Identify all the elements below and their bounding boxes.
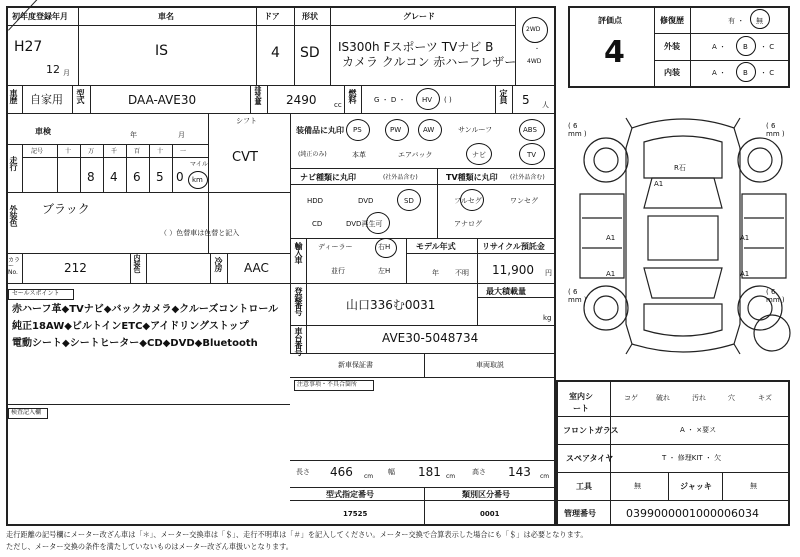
digit-header-1: 十 [65, 148, 72, 155]
damage-mark: A1 [654, 180, 664, 188]
repair-history-label: 修復歴 [660, 16, 684, 25]
damage-mark: A1 [740, 270, 750, 278]
jack-value: 無 [750, 482, 757, 490]
seat-option: 穴 [728, 394, 735, 402]
mileage-digit: 4 [110, 170, 118, 184]
spare-tire-label: スペアタイヤ [566, 454, 614, 463]
type-no-value: 17525 [343, 510, 368, 518]
max-load-kg: kg [543, 314, 552, 322]
fuel-options: G ・ D ・ [374, 96, 406, 104]
class-no-label: 類別区分番号 [462, 490, 510, 499]
length-value: 466 [330, 465, 353, 479]
tv-opt-fullseg: フルセグ [454, 197, 482, 205]
capacity-value: 5 [522, 93, 530, 107]
chassis-value: AVE30-5048734 [382, 331, 479, 345]
repair-history-options: 有 ・ [728, 17, 745, 25]
windshield-options: A ・ ×要ス [680, 426, 717, 434]
width-value: 181 [418, 465, 441, 479]
damage-mark: A1 [606, 270, 616, 278]
inspection-month-unit: 月 [178, 131, 185, 139]
digit-header-6: 一 [180, 148, 187, 155]
digit-header-2: 万 [88, 148, 95, 155]
mile-label: マイル [190, 161, 208, 168]
door-label: ドア [264, 12, 280, 21]
interior-grade-a: A ・ [712, 69, 727, 77]
equip-ps: PS [353, 126, 362, 134]
import-label: 輸入車 [294, 242, 303, 263]
digit-header-0: 記号 [31, 148, 44, 155]
recycle-label: リサイクル預託金 [482, 242, 545, 251]
aircon-label: 冷房 [214, 257, 223, 271]
navi-opt-dvd-play: DVD再生可 [346, 220, 383, 228]
exterior-grade-c: ・ C [760, 43, 775, 51]
sales-point-line: 電動シート◆シートヒーター◆CD◆DVD◆Bluetooth [12, 338, 258, 349]
equip-abs: ABS [523, 126, 537, 134]
damage-mark: A1 [740, 234, 750, 242]
damage-mark: ( 6 [568, 288, 578, 296]
grade-line-2: カメラ クルコン 赤ハーフレザー [342, 55, 517, 69]
recycle-unit: 円 [545, 269, 552, 277]
aircon-value: AAC [244, 261, 269, 275]
capacity-unit: 人 [542, 101, 549, 109]
seat-option: 破れ [656, 394, 670, 402]
damage-mark: mm ) [568, 296, 587, 304]
shape-value: SD [300, 45, 320, 61]
windshield-label: フロントガラス [563, 426, 619, 435]
repair-history-selected: 無 [756, 17, 763, 25]
first-reg-month: 12 [46, 63, 60, 76]
score-value: 4 [604, 35, 625, 70]
capacity-label: 定員 [499, 89, 508, 103]
navi-type-label: ナビ種類に丸印 [300, 173, 356, 182]
new-car-warranty: 新車保証書 [338, 361, 373, 369]
exterior-color-label: 外装色 [9, 205, 18, 226]
color-change-note: （ ）色替車は色替と記入 [160, 229, 240, 237]
tv-type-sub: (社外品含む) [510, 174, 545, 181]
footer-note-1: 走行距離の記号欄にメーター改ざん車は「＊」、メーター交換車は「＄」、走行不明車は「＃」を記入してください。メーター交換で合算表示した場合にも「＄」は必要となります。 [6, 530, 588, 539]
damage-mark: mm ) [766, 296, 785, 304]
height-value: 143 [508, 465, 531, 479]
type-no-label: 型式指定番号 [326, 490, 374, 499]
equip-tv: TV [527, 151, 537, 159]
shape-label: 形状 [302, 12, 318, 21]
seat-option: 汚れ [692, 394, 706, 402]
management-value: 0399000001000006034 [626, 507, 759, 520]
exterior-grade-a: A ・ [712, 43, 727, 51]
seat-option: コゲ [624, 394, 638, 402]
fuel-paren: ( ) [444, 96, 452, 104]
inspector-label: 検査記入欄 [11, 409, 42, 416]
import-right: 右H [378, 243, 391, 251]
digit-header-5: 十 [157, 148, 164, 155]
color-no-label: カラーNo. [8, 257, 21, 276]
mileage-digit: 8 [87, 170, 95, 184]
equip-leather: 本革 [352, 151, 366, 159]
interior-grade-b: B [743, 69, 748, 77]
mileage-label: 走行 [9, 156, 18, 170]
height-label: 高さ [472, 468, 486, 476]
import-parallel: 並行 [331, 267, 345, 275]
width-unit: cm [446, 473, 456, 480]
registration-value: 山口336む0031 [346, 298, 436, 312]
shift-label: シフト [236, 117, 257, 125]
length-label: 長さ [296, 468, 310, 476]
equip-sunroof: サンルーフ [458, 126, 493, 134]
shift-value: CVT [232, 150, 258, 165]
damage-mark: ( 6 [568, 122, 578, 130]
door-value: 4 [271, 45, 280, 61]
first-reg-year: H27 [14, 39, 43, 55]
damage-mark: mm ) [766, 130, 785, 138]
vehicle-manual: 車両取説 [476, 361, 504, 369]
navi-opt-sd: SD [404, 197, 414, 205]
damage-mark: ( 6 [766, 122, 776, 130]
fuel-label: 燃料 [348, 89, 357, 103]
drive-2wd: 2WD [526, 26, 541, 33]
equipment-label: 装備品に丸印 [296, 126, 344, 135]
registration-label: 登録番号 [294, 287, 303, 315]
tv-opt-oneseg: ワンセグ [510, 197, 538, 205]
displacement-value: 2490 [286, 93, 317, 107]
mileage-digit: 5 [156, 170, 164, 184]
seat-option: キズ [758, 394, 772, 402]
displacement-label: 排気量 [254, 86, 262, 104]
interior-color-label: 内装色 [133, 254, 141, 272]
navi-opt-cd: CD [312, 220, 323, 228]
cc-unit: cc [334, 101, 342, 109]
interior-grade-c: ・ C [760, 69, 775, 77]
model-year-unit: 年 [432, 269, 439, 277]
equip-navi: ナビ [472, 151, 486, 159]
grade-line-1: IS300h Fスポーツ TVナビ B [338, 40, 494, 54]
tv-opt-analog: アナログ [454, 220, 482, 228]
car-name: IS [155, 43, 169, 59]
score-label: 評価点 [598, 16, 622, 25]
management-label: 管理番号 [564, 509, 596, 518]
import-dealer: ディーラー [318, 243, 353, 251]
model-year-label: モデル年式 [416, 242, 456, 251]
equip-aw: AW [423, 126, 435, 134]
fuel-selected: HV [422, 96, 433, 104]
car-damage-diagram [562, 108, 794, 370]
exterior-grade-label: 外装 [664, 42, 680, 51]
notes-label: 注意事項・不具合箇所 [297, 381, 358, 388]
km-label: km [192, 176, 203, 184]
model-value: DAA-AVE30 [128, 93, 197, 107]
spare-tire-options: T ・ 修理KIT ・ 欠 [662, 454, 722, 462]
sales-point-line: 純正18AW◆ビルトインETC◆アイドリングストップ [12, 321, 249, 332]
color-no-value: 212 [64, 261, 87, 275]
grade-label: グレード [403, 12, 435, 21]
footer-note-2: ただし、メーター交換の条件を満たしていないものはメーター改ざん車扱いとなります。 [6, 542, 293, 551]
tv-type-label: TV種類に丸印 [446, 173, 498, 182]
equip-airbag: エアバック [398, 151, 433, 159]
equip-pw: PW [390, 126, 402, 134]
tools-label: 工具 [576, 482, 592, 491]
width-label: 幅 [388, 468, 395, 476]
usage-label: 車歴 [9, 89, 18, 103]
navi-type-sub: (社外品含む) [383, 174, 418, 181]
height-unit: cm [540, 473, 550, 480]
damage-mark: mm ) [568, 130, 587, 138]
inspection-label: 車検 [35, 127, 51, 136]
inspection-year-unit: 年 [130, 131, 137, 139]
sales-points-label: セールスポイント [12, 290, 60, 297]
mileage-digit: 0 [176, 170, 184, 184]
sales-point-line: 赤ハーフ革◆TVナビ◆バックカメラ◆クルーズコントロール [12, 304, 279, 315]
import-left: 左H [378, 267, 391, 275]
drive-4wd: 4WD [527, 58, 542, 65]
damage-mark: A1 [606, 234, 616, 242]
car-name-label: 車名 [158, 12, 174, 21]
first-reg-month-unit: 月 [63, 69, 70, 77]
recycle-value: 11,900 [492, 263, 534, 277]
model-label: 型式 [76, 89, 85, 103]
damage-mark: R石 [674, 164, 686, 172]
exterior-color-value: ブラック [42, 202, 90, 216]
chassis-label: 車台番号 [294, 327, 303, 355]
class-no-value: 0001 [480, 510, 500, 518]
navi-opt-hdd: HDD [307, 197, 324, 205]
digit-header-4: 百 [134, 148, 141, 155]
tools-value: 無 [634, 482, 641, 490]
max-load-label: 最大積載量 [486, 287, 526, 296]
main-form [6, 6, 556, 526]
exterior-grade-b: B [743, 43, 748, 51]
jack-label: ジャッキ [680, 482, 712, 491]
seat-label: 室内シート [569, 392, 593, 413]
interior-grade-label: 内装 [664, 68, 680, 77]
first-reg-label: 初年度登録年月 [12, 12, 68, 21]
equipment-sub: (純正のみ) [298, 151, 327, 158]
navi-opt-dvd: DVD [358, 197, 374, 205]
usage-value: 自家用 [30, 93, 63, 106]
model-year-value: 不明 [455, 269, 469, 277]
digit-header-3: 千 [111, 148, 118, 155]
mileage-digit: 6 [133, 170, 141, 184]
damage-mark: ( 6 [766, 288, 776, 296]
length-unit: cm [364, 473, 374, 480]
